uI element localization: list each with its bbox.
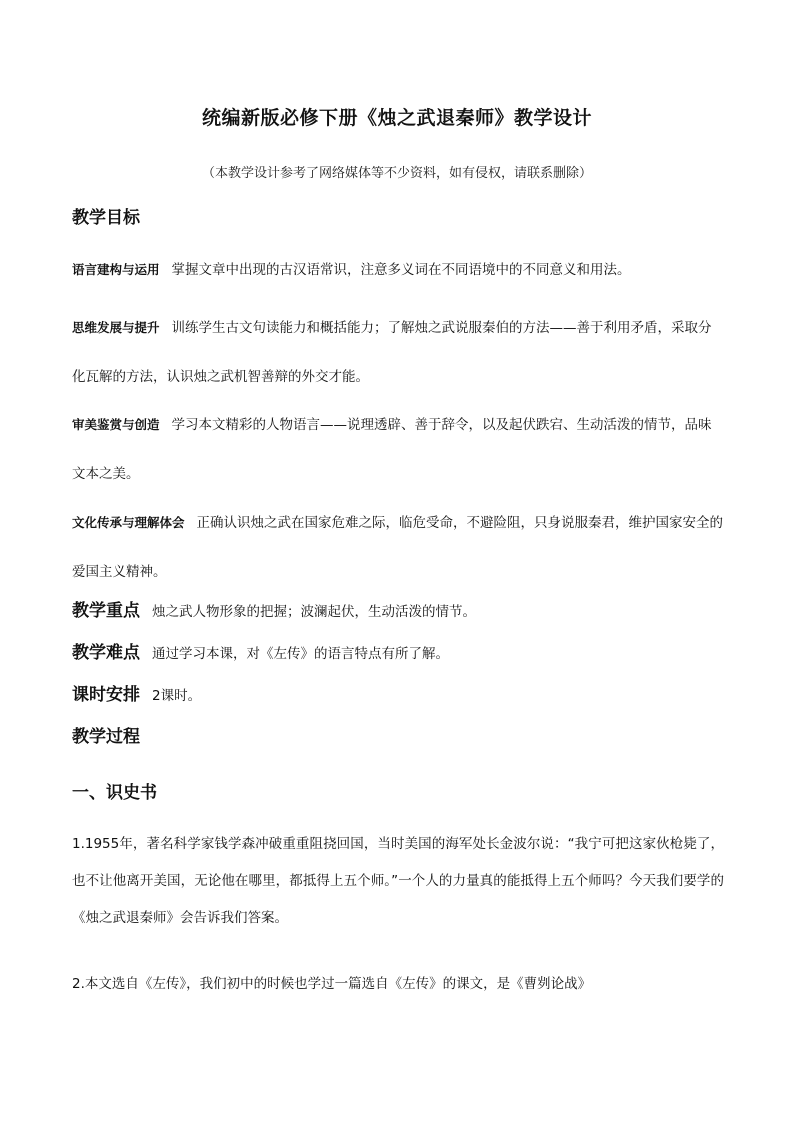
difficulties <box>72 638 724 663</box>
process-heading: 教学过程 <box>72 727 140 747</box>
page-title: 统编新版必修下册《烛之武退秦师》教学设计 <box>201 107 592 129</box>
paragraph: 1.1955年，著名科学家钱学森冲破重重阻挠回国，当时美国的海军处长金波尔说：“我宁可把这家伙枪毙了，也不让他离开美国，无论他在哪里，都抵得上五个师。”一个人的力量真的能抵得上五个师吗？今天我们要学的《烛之武退秦师》会告诉我们答案。 <box>72 836 724 926</box>
objective-aesthetic <box>72 400 724 499</box>
key-points-label: 教学重点 <box>72 601 140 621</box>
section-heading: 一、识史书 <box>72 783 157 803</box>
schedule-text: 2课时。 <box>152 688 202 704</box>
schedule <box>72 680 724 705</box>
objective-text: 正确认识烛之武在国家危难之际，临危受命，不避险阻，只身说服秦君，维护国家安全的爱国主义精神。 <box>72 515 724 580</box>
objective-label: 文化传承与理解体会 <box>72 515 185 530</box>
difficulties-text: 通过学习本课，对《左传》的语言特点有所了解。 <box>152 646 449 662</box>
objective-text: 训练学生古文句读能力和概括能力；了解烛之武说服秦伯的方法——善于利用矛盾，采取分化瓦解的方法，认识烛之武机智善辩的外交才能。 <box>72 320 712 385</box>
objective-thinking <box>72 303 724 402</box>
objective-text: 学习本文精彩的人物语言——说理透辟、善于辞令，以及起伏跌宕、生动活泼的情节，品味文本之美。 <box>72 417 712 482</box>
objective-label: 语言建构与运用 <box>72 262 160 277</box>
objective-text: 掌握文章中出现的古汉语常识，注意多义词在不同语境中的不同意义和用法。 <box>171 262 631 278</box>
schedule-label: 课时安排 <box>72 685 140 705</box>
objective-language <box>72 245 724 295</box>
key-points-text: 烛之武人物形象的把握；波澜起伏，生动活泼的情节。 <box>152 604 476 620</box>
difficulties-label: 教学难点 <box>72 643 140 663</box>
disclaimer-subtitle: （本教学设计参考了网络媒体等不少资料，如有侵权，请联系删除） <box>201 166 592 181</box>
objective-label: 思维发展与提升 <box>72 320 160 335</box>
objective-label: 审美鉴赏与创造 <box>72 417 160 432</box>
objectives-heading: 教学目标 <box>72 208 140 228</box>
paragraph: 2.本文选自《左传》，我们初中的时候也学过一篇选自《左传》的课文，是《曹刿论战》 <box>72 976 592 992</box>
key-points <box>72 596 724 621</box>
objective-culture <box>72 498 724 597</box>
